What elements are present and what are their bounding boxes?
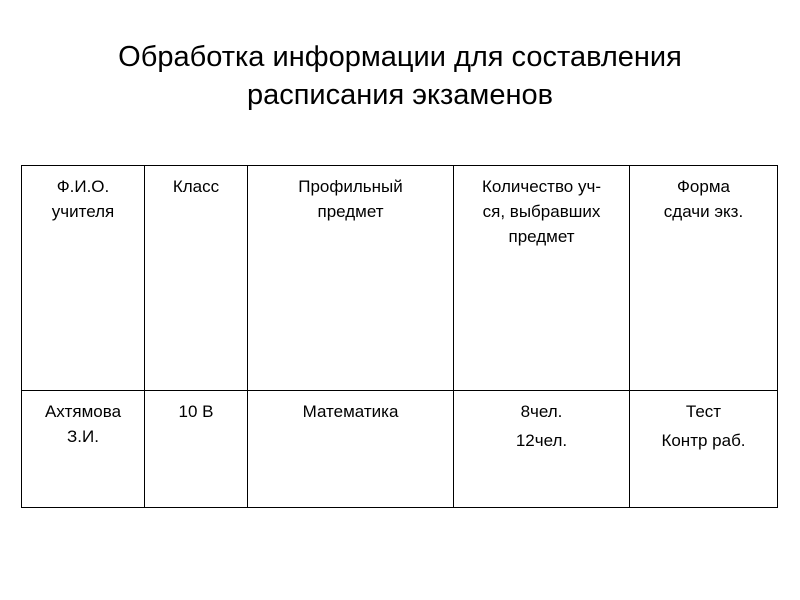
table-row xyxy=(22,391,778,508)
cell-teacher-name: Ахтямова З.И. xyxy=(22,391,145,508)
slide-title xyxy=(0,38,800,114)
cell-student-count: 8чел. 12чел. xyxy=(454,391,630,508)
header-teacher-name: Ф.И.О. учителя xyxy=(22,166,145,391)
slide-title-line-1: Обработка информации для составления xyxy=(118,41,682,73)
table-header-row xyxy=(22,166,778,391)
slide-title-line-2: расписания экзаменов xyxy=(246,79,554,111)
header-student-count: Количество уч- ся, выбравших предмет xyxy=(454,166,630,391)
cell-exam-form: Тест Контр раб. xyxy=(630,391,778,508)
header-class: Класс xyxy=(145,166,248,391)
exam-schedule-table xyxy=(21,165,778,508)
header-profile-subject: Профильный предмет xyxy=(248,166,454,391)
cell-subject: Математика xyxy=(248,391,454,508)
header-exam-form: Форма сдачи экз. xyxy=(630,166,778,391)
cell-class: 10 В xyxy=(145,391,248,508)
